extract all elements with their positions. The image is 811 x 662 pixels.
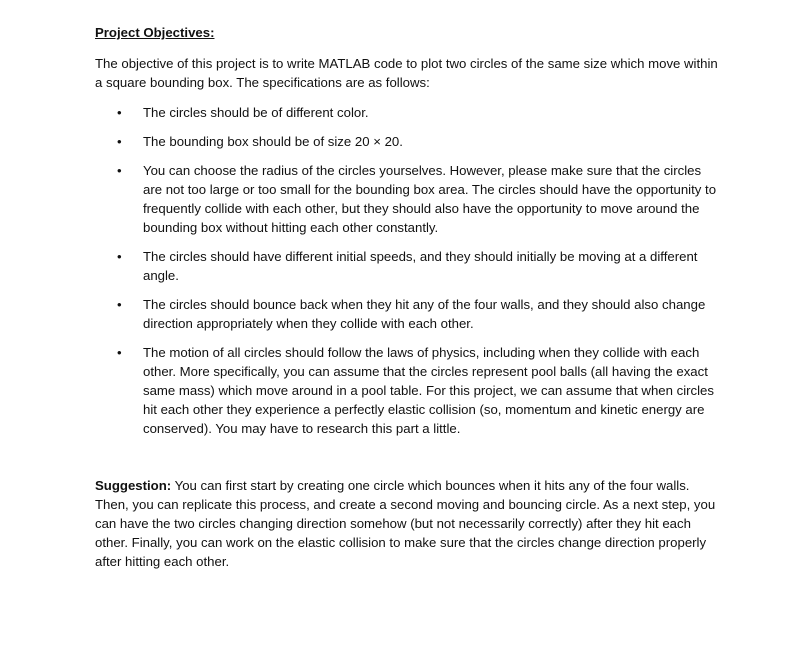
bullet-icon: • — [117, 105, 122, 120]
list-item-text: The circles should be of different color. — [143, 105, 369, 120]
list-item-text: You can choose the radius of the circles yourselves. However, please make sure that the circles are not too large or too small for the bounding box area. The circles should have the opportunity to frequently collide with each other, but they should also have the opportunity to move around the bounding box without hitting each other constantly. — [143, 163, 717, 235]
suggestion-label: Suggestion: — [95, 478, 172, 493]
list-item-text: The motion of all circles should follow the laws of physics, including when they collide with each other. More specifically, you can assume that the circles represent pool balls (all having the exact same mass) which move around in a pool table. For this project, we can assume that when circles hit each other they experience a perfectly elastic collision (so, momentum and kinetic energy are conserved). You may have to research this part a little. — [143, 345, 714, 436]
list-item-text: The bounding box should be of size 20 × 20. — [143, 134, 403, 149]
list-item — [95, 247, 720, 285]
suggestion-paragraph — [95, 476, 720, 571]
list-item — [95, 132, 720, 151]
bullet-icon: • — [117, 297, 122, 312]
bullet-icon: • — [117, 345, 122, 360]
bullet-icon: • — [117, 134, 122, 149]
bullet-icon: • — [117, 249, 122, 264]
list-item-text: The circles should bounce back when they hit any of the four walls, and they should also change direction appropriately when they collide with each other. — [143, 297, 706, 331]
list-item — [95, 161, 720, 237]
list-item-text: The circles should have different initial speeds, and they should initially be moving at a different angle. — [143, 249, 698, 283]
list-item — [95, 295, 720, 333]
specification-list — [95, 103, 720, 448]
section-heading: Project Objectives: — [95, 25, 215, 40]
intro-paragraph: The objective of this project is to write MATLAB code to plot two circles of the same size which move within a square bounding box. The specifications are as follows: — [95, 56, 718, 90]
bullet-icon: • — [117, 163, 122, 178]
list-item — [95, 103, 720, 122]
list-item — [95, 343, 720, 438]
suggestion-text: You can first start by creating one circle which bounces when it hits any of the four walls. Then, you can replicate this process, and create a second moving and bouncing circle. As a next step, you can have the two circles changing direction somehow (but not necessarily correctly) after they hit each other. Finally, you can work on the elastic collision to make sure that the circles change direction properly after hitting each other. — [95, 478, 716, 569]
